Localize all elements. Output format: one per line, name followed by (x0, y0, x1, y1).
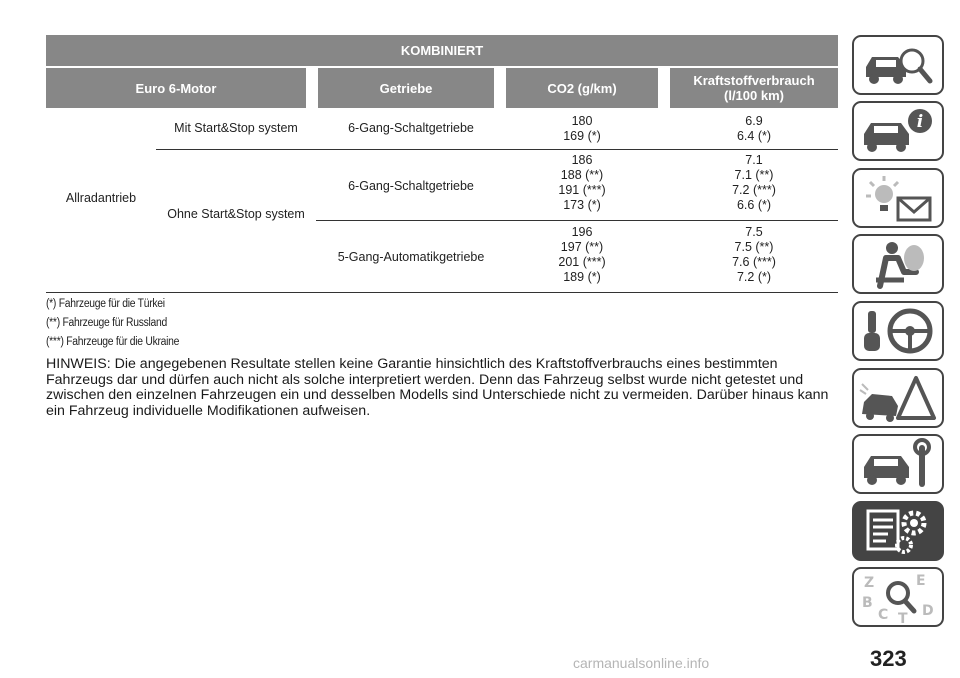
co2-value: 196 (571, 225, 593, 239)
group2-label: Ohne Start&Stop system (167, 207, 305, 221)
fuel-value: 6.6 (*) (736, 198, 772, 212)
tab-car-service[interactable] (852, 434, 944, 494)
co2-value: 180 (571, 114, 593, 128)
tab-airbag[interactable] (852, 234, 944, 294)
group1-gearbox: 6-Gang-Schaltgetriebe (348, 121, 474, 135)
row-divider (156, 149, 838, 150)
footnote-turkey: (*) Fahrzeuge für die Türkei (46, 298, 165, 310)
group2-row2-co2 (506, 225, 658, 285)
group2-row1-gearbox: 6-Gang-Schaltgetriebe (348, 179, 474, 193)
fuel-value: 7.2 (***) (732, 183, 776, 197)
group1-label: Mit Start&Stop system (174, 121, 298, 135)
group2-row1-co2 (506, 153, 658, 213)
co2-value: 173 (*) (563, 198, 601, 212)
car-search-icon (858, 39, 938, 91)
co2-value: 191 (***) (558, 183, 606, 197)
svg-text:C: C (878, 607, 889, 623)
tab-technical-data[interactable] (852, 501, 944, 561)
tab-car-search[interactable] (852, 35, 944, 95)
group1-co2 (506, 114, 658, 144)
svg-text:E: E (916, 573, 926, 589)
co2-value: 188 (**) (560, 168, 604, 182)
header-gearbox: Getriebe (318, 68, 494, 108)
specs-gears-icon (858, 505, 938, 557)
fuel-value: 6.9 (745, 114, 763, 128)
tab-key-steering[interactable] (852, 301, 944, 361)
fuel-value: 6.4 (*) (736, 129, 772, 143)
fuel-value: 7.5 (**) (734, 240, 774, 254)
table-bottom-rule (46, 292, 838, 293)
page-number: 323 (870, 646, 907, 671)
svg-text:D: D (922, 603, 934, 619)
warning-light-mail-icon (858, 172, 938, 224)
co2-value: 201 (***) (558, 255, 606, 269)
group1-fuel (670, 114, 838, 144)
consumption-table (46, 35, 838, 294)
footnote-ukraine: (***) Fahrzeuge für die Ukraine (46, 336, 180, 348)
svg-text:i: i (916, 112, 924, 132)
fuel-value: 7.6 (***) (732, 255, 776, 269)
fuel-value: 7.1 (**) (734, 168, 774, 182)
header-engine: Euro 6-Motor (46, 68, 306, 108)
fuel-value: 7.2 (*) (736, 270, 772, 284)
watermark-text: carmanualsonline.info (573, 655, 710, 671)
table-header-row (46, 68, 838, 108)
table-body (46, 108, 838, 294)
car-wrench-icon (858, 438, 938, 490)
car-info-icon (858, 105, 938, 157)
tab-alphabetical-index[interactable] (852, 567, 944, 627)
tab-car-crash[interactable] (852, 368, 944, 428)
group2-row2-fuel (670, 225, 838, 285)
tab-warning-lights[interactable] (852, 168, 944, 228)
fuel-value: 7.5 (745, 225, 763, 239)
footnote-russia: (**) Fahrzeuge für Russland (46, 317, 167, 329)
row-divider (316, 220, 838, 221)
header-co2: CO2 (g/km) (506, 68, 658, 108)
tab-car-info[interactable] (852, 101, 944, 161)
co2-value: 197 (**) (560, 240, 604, 254)
group2-row2-gearbox: 5-Gang-Automatikgetriebe (337, 250, 485, 264)
co2-value: 186 (571, 153, 593, 167)
header-fuel: Kraftstoffverbrauch (l/100 km) (670, 68, 838, 108)
co2-value: 169 (*) (563, 129, 601, 143)
fuel-value: 7.1 (745, 153, 763, 167)
drive-type: Allradantrieb (65, 191, 137, 205)
svg-text:Z: Z (864, 575, 875, 591)
svg-text:B: B (862, 595, 873, 611)
table-banner: KOMBINIERT (46, 35, 838, 68)
key-steering-wheel-icon (858, 305, 938, 357)
alphabet-index-icon (858, 571, 938, 623)
group2-row1-fuel (670, 153, 838, 213)
airbag-person-icon (858, 238, 938, 290)
car-crash-warning-icon (858, 372, 938, 424)
disclaimer-note: HINWEIS: Die angegebenen Resultate stellen keine Garantie hinsichtlich des Kraftstoffverbrauchs eines bestimmten Fahrzeugs dar und dürfen auch nicht als solche interpretiert werden. Denn das Fahrzeug selbst wurde nicht getestet und zwischen den einzelnen Fahrzeugen ein und desselben Modells sind Unterschiede nicht zu vermeiden. Darüber hinaus kann ein Fahrzeug individuelle Modifikationen aufweisen. (46, 356, 829, 419)
svg-text:T: T (898, 611, 908, 623)
co2-value: 189 (*) (563, 270, 601, 284)
